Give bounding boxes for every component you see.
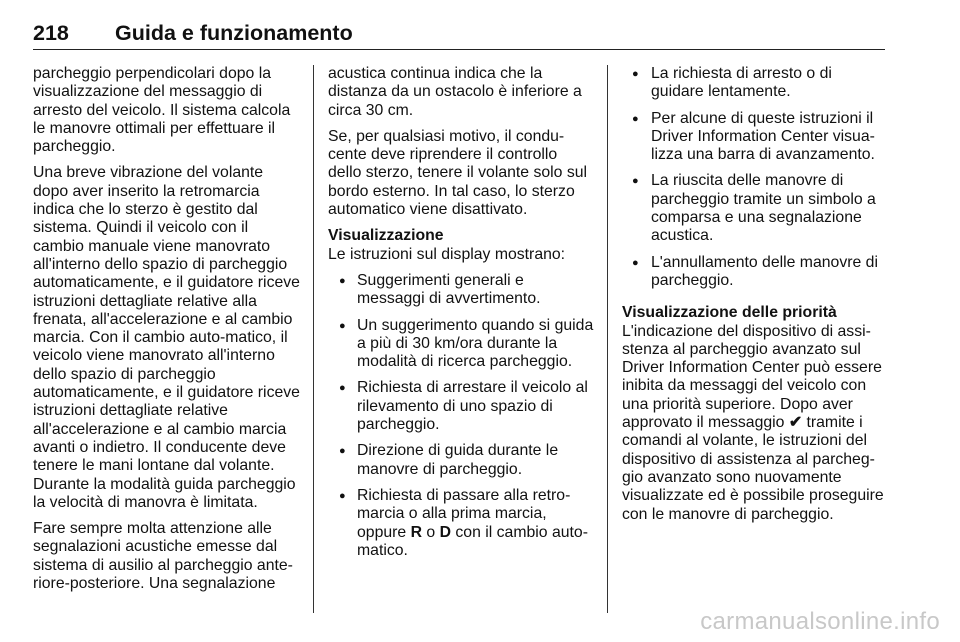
list-intro: Le istruzioni sul display mostrano: bbox=[328, 245, 566, 263]
list-item: ● La richiesta di arresto o di guidare lentamente. bbox=[622, 65, 888, 102]
paragraph: parcheggio perpendicolari dopo la visualizzazione del messaggio di arresto del veicolo. Il sistema calcola le manovre ottimali per effettuare il parcheggio. bbox=[33, 65, 291, 156]
list-item: ● Direzione di guida durante le manovre di parcheggio. bbox=[328, 442, 594, 479]
paragraph-text: L'indicazione del dispositivo di assi-stenza al parcheggio avanzato sul Driver Information Center può essere inibita da messaggi del veicolo con una priorità superiore. Dopo aver approvato il messaggio bbox=[622, 322, 882, 432]
paragraph bbox=[622, 323, 888, 524]
gear-d-label: D bbox=[439, 523, 451, 541]
column-middle bbox=[328, 65, 594, 568]
list-item: ● Richiesta di arrestare il veicolo al rilevamento di uno spazio di parcheggio. bbox=[328, 379, 594, 434]
column-divider bbox=[607, 65, 608, 613]
list-item: ● Suggerimenti generali e messaggi di avvertimento. bbox=[328, 272, 594, 309]
page-header bbox=[33, 8, 885, 50]
column-right bbox=[622, 65, 888, 532]
list-item-text: con il cambio auto-matico. bbox=[357, 523, 588, 559]
paragraph-text: tramite i comandi al volante, le istruzioni del dispositivo di assistenza al parcheg-gio avanzato sono nuovamente visualizzate ed è possibile proseguire con le manovre di parcheggio. bbox=[622, 414, 884, 523]
paragraph: Se, per qualsiasi motivo, il condu-cente deve riprendere il controllo dello sterzo, tenere il volante solo sul bordo esterno. In tal caso, lo sterzo automatico viene disattivato. bbox=[328, 127, 588, 219]
section-title: Guida e funzionamento bbox=[115, 21, 353, 45]
list-item-text: Richiesta di passare alla retro-marcia o alla prima marcia, oppure bbox=[357, 486, 571, 541]
column-divider bbox=[313, 65, 314, 613]
paragraph: acustica continua indica che la distanza da un ostacolo è inferiore a circa 30 cm. bbox=[328, 65, 582, 119]
column-left bbox=[33, 65, 301, 601]
gear-r-label: R bbox=[410, 523, 422, 541]
list-item: ● Per alcune di queste istruzioni il Driver Information Center visua-lizza una barra di avanzamento. bbox=[622, 110, 888, 165]
subheading-priorita: Visualizzazione delle priorità bbox=[622, 304, 837, 322]
list-item: ● La riuscita delle manovre di parcheggio tramite un simbolo a comparsa e una segnalazione acustica. bbox=[622, 172, 888, 245]
page-number: 218 bbox=[33, 21, 69, 45]
bullet-list bbox=[622, 65, 888, 290]
subheading-visualizzazione: Visualizzazione bbox=[328, 227, 444, 245]
list-item bbox=[328, 487, 594, 560]
bullet-list bbox=[328, 272, 594, 560]
list-item-text: o bbox=[422, 523, 440, 541]
list-item: ● Un suggerimento quando si guida a più di 30 km/ora durante la modalità di ricerca parcheggio. bbox=[328, 317, 594, 372]
list-item: ● L'annullamento delle manovre di parcheggio. bbox=[622, 254, 888, 291]
paragraph: Fare sempre molta attenzione alle segnalazioni acustiche emesse dal sistema di ausilio al parcheggio ante-riore-posteriore. Una segnalazione bbox=[33, 520, 293, 593]
paragraph: Una breve vibrazione del volante dopo aver inserito la retromarcia indica che lo sterzo è gestito dal sistema. Quindi il veicolo con il cambio manuale viene manovrato all'interno dello spazio di parcheggio automaticamente, e il guidatore riceve istruzioni dettagliate relative alla frenata, all'accelerazione e al cambio marcia. Con il cambio auto-matico, il veicolo viene manovrato all'interno dello spazio di parcheggio automaticamente, e il guidatore riceve istruzioni dettagliate relative all'accelerazione e al cambio marcia avanti o indietro. Il conducente deve tenere le mani lontane dal volante. Durante la modalità guida parcheggio la velocità di manovra è limitata. bbox=[33, 164, 300, 511]
watermark: carmanualsonline.info bbox=[700, 608, 940, 635]
checkmark-icon: ✔ bbox=[788, 414, 803, 432]
